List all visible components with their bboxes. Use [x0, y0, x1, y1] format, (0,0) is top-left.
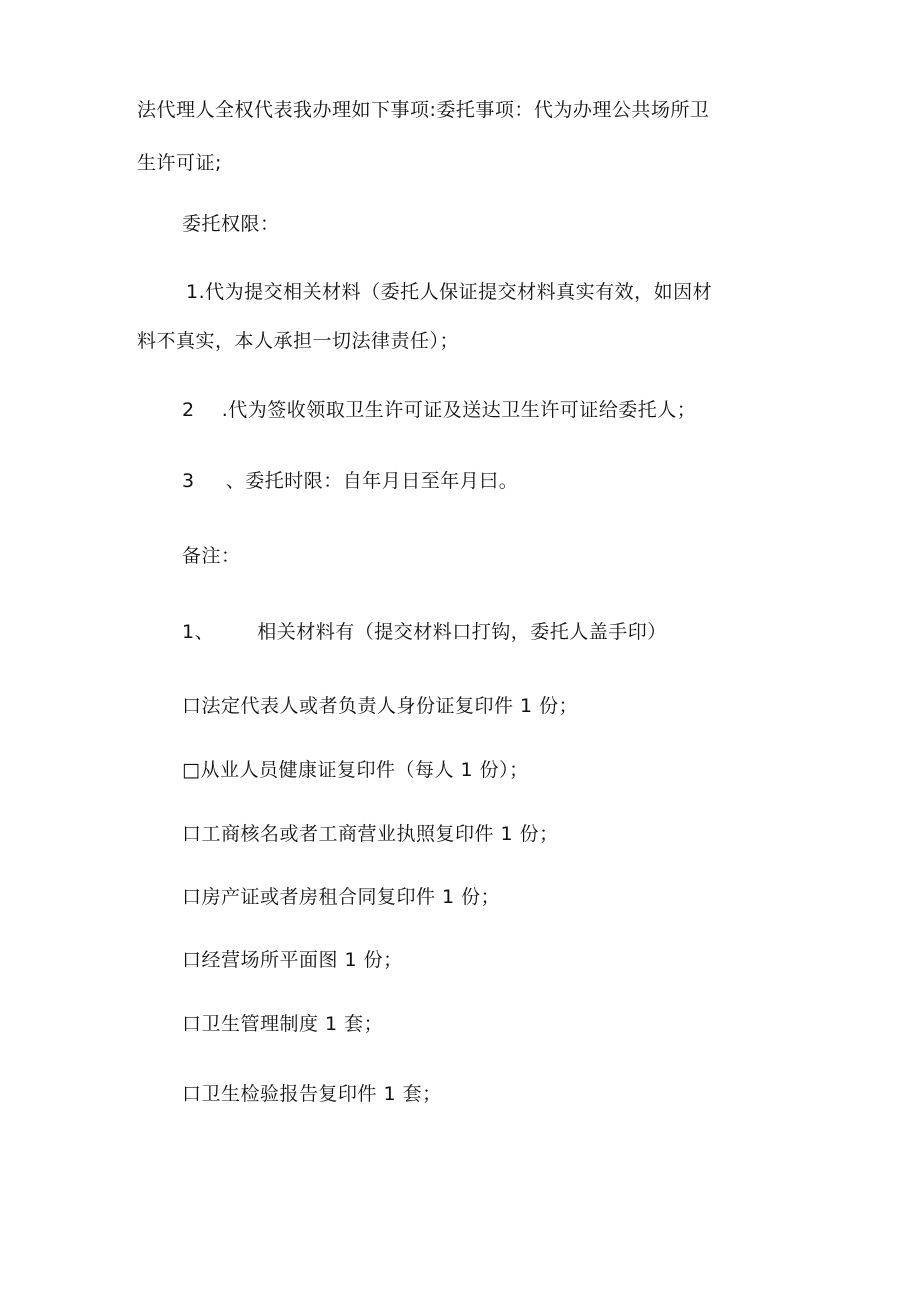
- item-1-line-1: 1.代为提交相关材料（委托人保证提交材料真实有效，如因材: [186, 281, 713, 303]
- checklist-item: 口卫生管理制度 1 套；: [182, 1013, 384, 1035]
- intro-line-2: 生许可证;: [137, 152, 222, 174]
- note-1-number: 1、: [182, 621, 215, 643]
- authority-heading: 委托权限：: [182, 213, 280, 235]
- checklist-item: 口卫生检验报告复印件 1 套；: [182, 1083, 442, 1105]
- notes-heading: 备注：: [182, 545, 241, 567]
- item-2-number: 2: [182, 399, 195, 421]
- checklist-item: 口房产证或者房租合同复印件 1 份；: [182, 886, 501, 908]
- intro-line-1: 法代理人全权代表我办理如下事项:委托事项：代为办理公共场所卫: [137, 99, 710, 121]
- item-1-line-2: 料不真实，本人承担一切法律责任）；: [137, 330, 460, 352]
- checklist-item: □从业人员健康证复印件（每人 1 份）；: [182, 759, 529, 781]
- note-1: [182, 619, 667, 645]
- item-3-number: 3: [182, 470, 195, 492]
- item-2: [182, 397, 696, 423]
- checklist-item: 口经营场所平面图 1 份；: [182, 949, 403, 971]
- item-3-text: 、委托时限：自年月日至年月曰。: [225, 470, 519, 492]
- item-3: [182, 468, 518, 494]
- checklist-item: 口法定代表人或者负责人身份证复印件 1 份；: [182, 695, 579, 717]
- checklist-item: 口工商核名或者工商营业执照复印件 1 份；: [182, 823, 559, 845]
- note-1-text: 相关材料有（提交材料口打钩，委托人盖手印）: [257, 621, 667, 643]
- item-2-text: .代为签收领取卫生许可证及送达卫生许可证给委托人；: [221, 399, 697, 421]
